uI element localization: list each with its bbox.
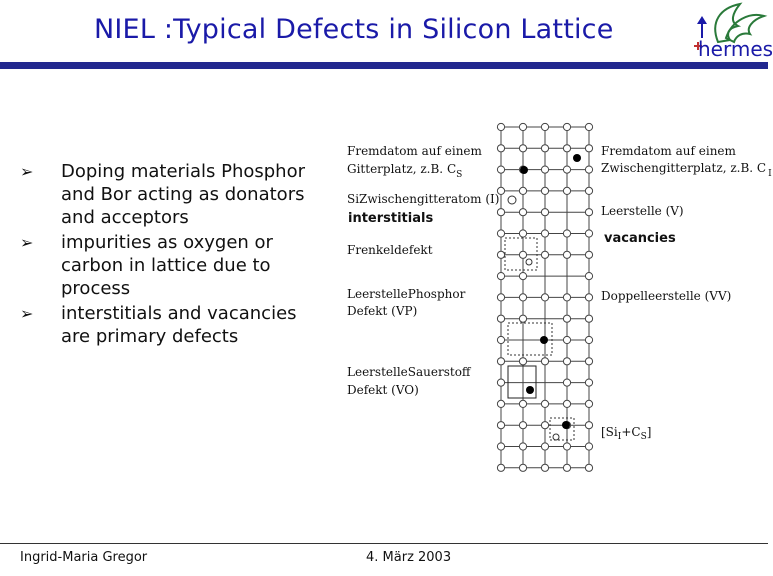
label-vo-1: LeerstelleSauerstoff [347,365,471,379]
lattice-atom [585,123,592,130]
label-self-interstitial: SiZwischengitteratom (I) [347,192,500,206]
lattice-atom [497,443,504,450]
label-complex: $[Si_I+C_S]$ [601,425,652,442]
lattice-atom [519,400,526,407]
interstitial-impurity-atom [573,154,581,162]
label-interstitial-impurity-1: Fremdatom auf einem [601,144,736,158]
lattice-atom [585,230,592,237]
label-divacancy: Doppelleerstelle (VV) [601,289,732,303]
arrow-bullet-icon: ➢ [20,162,34,181]
lattice-atom [563,123,570,130]
lattice-atom [563,315,570,322]
complex-box [550,418,574,440]
lattice-atom [541,187,548,194]
lattice-atom [563,145,570,152]
substitutional-atom [520,166,528,174]
lattice-atom [585,400,592,407]
lattice-atom [585,166,592,173]
label-vp-1: LeerstellePhosphor [347,287,466,301]
lattice-atom [497,400,504,407]
lattice-atom [519,422,526,429]
lattice-atom [541,464,548,471]
lattice-atom [563,166,570,173]
lattice-atom [541,251,548,258]
footer-divider [0,543,768,544]
lattice-atom [497,422,504,429]
lattice-atom [563,379,570,386]
logo-text: hermes [698,37,773,61]
label-interstitials: interstitials [348,211,434,226]
lattice-atom [541,230,548,237]
lattice-atom [497,145,504,152]
lattice-atom [585,315,592,322]
lattice-atom [563,187,570,194]
lattice-atom [585,294,592,301]
phosphor-atom [540,336,548,344]
lattice-atom [497,294,504,301]
lattice-atom [519,145,526,152]
lattice-atom [563,230,570,237]
label-frenkel: Frenkeldefekt [347,243,433,257]
label-vp-2: Defekt (VP) [347,304,418,318]
label-vacancies: vacancies [604,231,676,246]
lattice-atom [519,209,526,216]
lattice-atom [541,166,548,173]
label-substitutional-text: Gitterplatz, z.B. C [347,162,457,176]
lattice-atom [497,358,504,365]
lattice-atom [541,422,548,429]
lattice-atom [497,209,504,216]
label-substitutional-1: Fremdatom auf einem [347,144,482,158]
lattice-atom [519,443,526,450]
lattice-atom [497,464,504,471]
label-vacancy: Leerstelle (V) [601,204,684,218]
oxygen-atom [526,386,534,394]
lattice-atom [585,251,592,258]
lattice-atom [585,464,592,471]
frenkel-interstitial-atom [526,259,532,265]
lattice-atom [519,358,526,365]
lattice-atom [497,230,504,237]
arrow-bullet-icon: ➢ [20,304,34,323]
lattice-atom [519,315,526,322]
lattice-atom [563,294,570,301]
carbon-substitutional-atom [553,434,559,440]
lattice-atom [585,273,592,280]
silicon-lattice-grid [497,123,592,471]
lattice-atom [519,294,526,301]
label-interstitial-impurity-sub: I [768,169,772,179]
lattice-atom [541,400,548,407]
bullet-text: Doping materials Phosphor and Bor acting as donators and acceptors [61,161,305,228]
lattice-atom [585,358,592,365]
label-interstitial-impurity-2 [601,161,772,179]
bullet-text: impurities as oxygen or carbon in lattice due to process [61,232,273,299]
lattice-atom [519,230,526,237]
lattice-atom [519,251,526,258]
lattice-atom [519,464,526,471]
lattice-atom [497,123,504,130]
lattice-atom [563,336,570,343]
slide-title: NIEL :Typical Defects in Silicon Lattice [94,14,614,45]
lattice-atom [585,187,592,194]
lattice-atom [563,464,570,471]
lattice-atom [541,294,548,301]
lattice-atom [497,379,504,386]
lattice-atom [497,251,504,258]
label-substitutional-2 [347,162,462,180]
lattice-atom [497,336,504,343]
lattice-atom [585,145,592,152]
lattice-atom [541,209,548,216]
lattice-atom [541,145,548,152]
lattice-atom [563,251,570,258]
lattice-atom [563,358,570,365]
lattice-atom [541,123,548,130]
arrow-bullet-icon: ➢ [20,233,34,252]
lattice-atom [585,379,592,386]
lattice-atom [563,443,570,450]
lattice-atom [519,123,526,130]
lattice-atom [541,358,548,365]
lattice-atom [497,166,504,173]
lattice-atom [585,422,592,429]
label-substitutional-sub: S [456,170,463,180]
lattice-atom [519,187,526,194]
bullet-text: interstitials and vacancies are primary defects [61,303,297,347]
self-interstitial-in-complex [562,421,570,429]
filled-atoms [520,154,581,429]
footer-author: Ingrid-Maria Gregor [20,550,148,565]
label-interstitial-impurity-text: Zwischengitterplatz, z.B. C [601,161,767,175]
lattice-atom [563,400,570,407]
lattice-atom [519,273,526,280]
lattice-atom [497,315,504,322]
lattice-atom [585,209,592,216]
lattice-atom [497,273,504,280]
lattice-atom [585,443,592,450]
lattice-atom [585,336,592,343]
lattice-atom [541,443,548,450]
self-interstitial-atom [508,196,516,204]
footer-date: 4. März 2003 [366,550,452,565]
label-vo-2: Defekt (VO) [347,383,419,397]
